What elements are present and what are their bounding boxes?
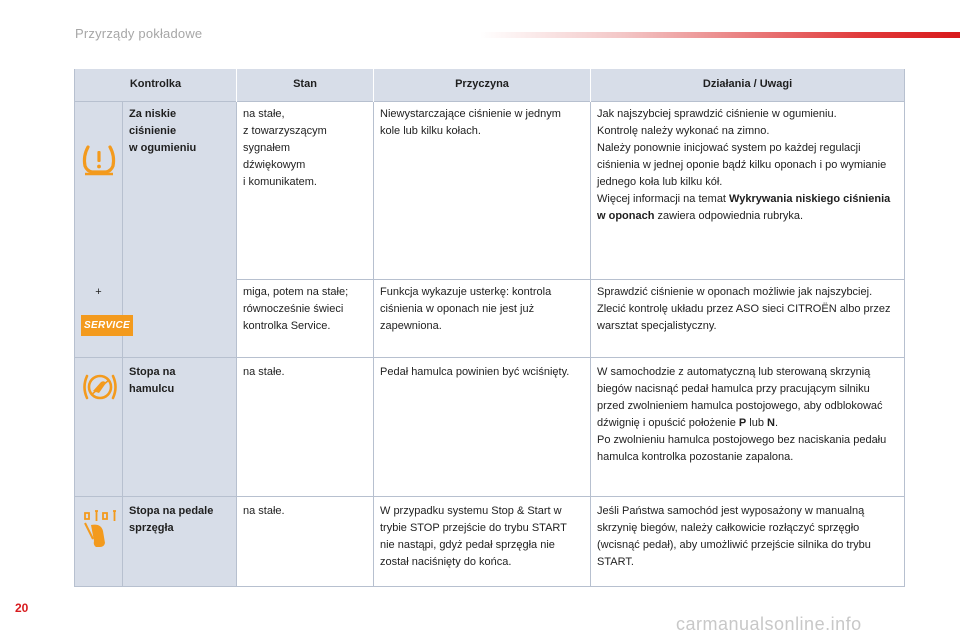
foot-on-clutch-action: Jeśli Państwa samochód jest wyposażony w manualną skrzynię biegów, należy całkowicie rozłączyć sprzęgło (wcisnąć pedał), aby umożliwić przejście silnika do trybu START. <box>591 496 905 586</box>
tire-pressure-fault-action: Sprawdzić ciśnienie w oponach możliwie jak najszybciej. Zlecić kontrolę układu przez ASO sieci CITROËN albo przez warsztat specjalistyczny. <box>591 279 905 357</box>
warning-lights-table <box>74 69 905 587</box>
foot-on-brake-state: na stałe. <box>237 357 374 496</box>
tire-pressure-icon-cell <box>75 101 131 357</box>
table-row <box>75 496 905 586</box>
watermark: carmanualsonline.info <box>676 614 862 634</box>
tire-pressure-action: Jak najszybciej sprawdzić ciśnienie w ogumieniu. Kontrolę należy wykonać na zimno. Należy ponownie inicjować system po każdej regulacji ciśnienia w jednej oponie bądź kilku oponach i po wymianie jednego koła lub kilku kół. Więcej informacji na temat Wykrywania niskiego ciśnienia w oponach zawiera odpowiednia rubryka. <box>591 101 905 279</box>
header-accent-bar <box>480 32 960 38</box>
tire-pressure-cause: Niewystarczające ciśnienie w jednym kole lub kilku kołach. <box>374 101 591 279</box>
section-title: Przyrządy pokładowe <box>75 26 203 41</box>
foot-on-clutch-state: na stałe. <box>237 496 374 586</box>
foot-on-brake-name: Stopa na hamulcu <box>123 357 237 496</box>
tire-pressure-fault-state: miga, potem na stałe; równocześnie świeci kontrolka Service. <box>237 279 374 357</box>
foot-on-brake-action: W samochodzie z automatyczną lub sterowaną skrzynią biegów nacisnąć pedał hamulca przy pracującym silniku przed zwolnieniem hamulca postojowego, aby odblokować dźwignię i opuścić położenie P lub N. Po zwolnieniu hamulca postojowego bez naciskania pedału hamulca kontrolka pozostanie zapalona. <box>591 357 905 496</box>
foot-on-clutch-icon-cell <box>75 496 123 586</box>
table-header-row <box>75 69 905 101</box>
page-number: 20 <box>15 601 29 615</box>
plus-sign: + <box>95 285 102 298</box>
column-header-stan: Stan <box>237 69 374 101</box>
tire-pressure-state: na stałe, z towarzyszącym sygnałem dźwiękowym i komunikatem. <box>237 101 374 279</box>
foot-on-brake-icon <box>81 372 119 408</box>
tire-pressure-fault-cause: Funkcja wykazuje usterkę: kontrola ciśnienia w oponach nie jest już zapewniona. <box>374 279 591 357</box>
foot-on-clutch-cause: W przypadku systemu Stop & Start w trybie STOP przejście do trybu START nie nastąpi, gdyż pedał sprzęgła nie został naciśnięty do końca. <box>374 496 591 586</box>
column-header-przyczyna: Przyczyna <box>374 69 591 101</box>
table-row <box>75 357 905 496</box>
tire-pressure-icon <box>81 144 117 182</box>
column-header-dzialania: Działania / Uwagi <box>591 69 905 101</box>
service-warning-icon: SERVICE <box>81 315 133 336</box>
foot-on-brake-icon-cell <box>75 357 123 496</box>
foot-on-clutch-icon <box>81 509 121 555</box>
tire-pressure-name: Za niskie ciśnienie w ogumieniu <box>123 101 237 357</box>
foot-on-brake-cause: Pedał hamulca powinien być wciśnięty. <box>374 357 591 496</box>
table-row <box>75 101 905 279</box>
column-header-kontrolka: Kontrolka <box>75 69 237 101</box>
foot-on-clutch-name: Stopa na pedale sprzęgła <box>123 496 237 586</box>
